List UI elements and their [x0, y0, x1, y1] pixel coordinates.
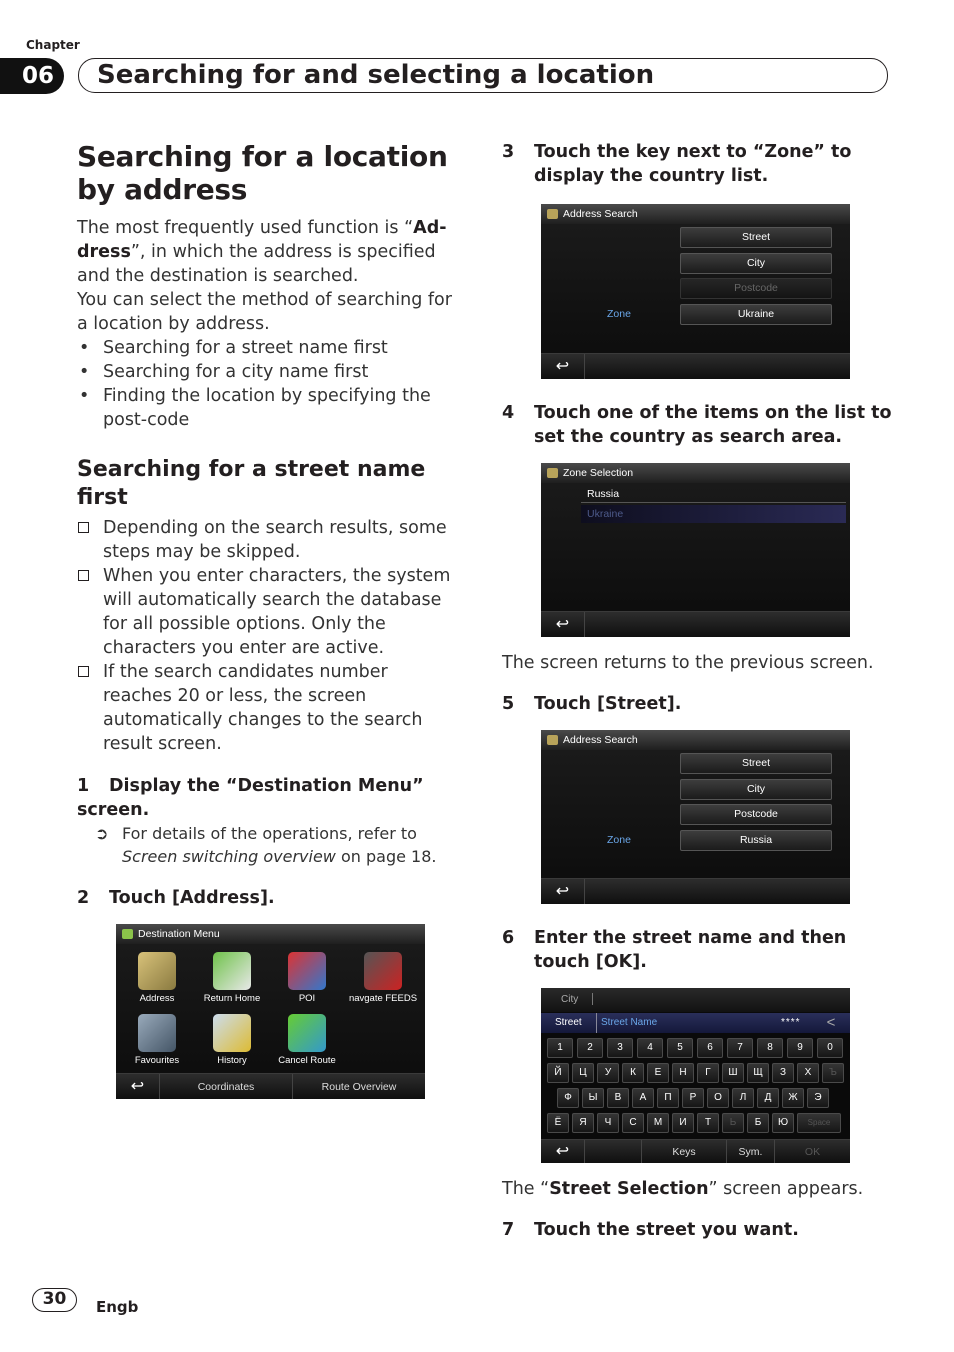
key[interactable]: Б	[747, 1113, 769, 1133]
menu-icon	[547, 735, 558, 745]
zone-list-item[interactable]: Ukraine	[581, 505, 846, 523]
key[interactable]: Х	[797, 1063, 819, 1083]
list-item: If the search candidates number reaches 20 or less, the screen automatically changes to the search result screen.	[77, 660, 462, 756]
key[interactable]: 8	[757, 1038, 783, 1058]
list-item: • Searching for a street name first	[77, 336, 462, 360]
screen-bottombar	[541, 1139, 850, 1163]
zone-list-item[interactable]: Russia	[581, 485, 846, 503]
key[interactable]: 9	[787, 1038, 813, 1058]
checkbox-icon	[78, 570, 89, 581]
street-selection-note: The “Street Selection” screen appears.	[502, 1179, 864, 1199]
key[interactable]: 1	[547, 1038, 573, 1058]
key[interactable]: 6	[697, 1038, 723, 1058]
key[interactable]: Й	[547, 1063, 569, 1083]
zone-button[interactable]: Ukraine	[680, 304, 832, 325]
back-button[interactable]: ↩	[541, 879, 585, 904]
screen-titlebar: Destination Menu	[116, 924, 425, 944]
screen-bottombar	[116, 1073, 425, 1099]
method-list	[77, 336, 462, 432]
postcode-button[interactable]: Postcode	[680, 804, 832, 825]
candidate-count: ****	[781, 1017, 801, 1028]
key[interactable]: Г	[697, 1063, 719, 1083]
feeds-item[interactable]: navgate FEEDS	[345, 952, 421, 1004]
destination-menu-screenshot	[116, 924, 425, 1099]
key[interactable]: Ь	[722, 1113, 744, 1133]
key[interactable]: Ш	[722, 1063, 744, 1083]
keys-button[interactable]: Keys	[641, 1140, 727, 1163]
menu-icon	[547, 468, 558, 478]
street-field[interactable]: Street Street Name **** <	[541, 1013, 850, 1033]
key[interactable]: 2	[577, 1038, 603, 1058]
key[interactable]: И	[672, 1113, 694, 1133]
back-button[interactable]: ↩	[541, 612, 585, 637]
address-item[interactable]: Address	[122, 952, 192, 1004]
city-button[interactable]: City	[680, 779, 832, 800]
page-number: 30	[32, 1288, 77, 1312]
postcode-button[interactable]: Postcode	[680, 278, 832, 299]
list-item: • Finding the location by specifying the post-code	[77, 384, 462, 432]
history-item[interactable]: History	[197, 1014, 267, 1066]
poi-item[interactable]: POI	[272, 952, 342, 1004]
key[interactable]: 3	[607, 1038, 633, 1058]
right-column	[502, 140, 902, 1242]
checkbox-icon	[78, 522, 89, 533]
chapter-title: Searching for and selecting a location	[78, 58, 888, 93]
key[interactable]: Ы	[582, 1088, 604, 1108]
step-5: 5 Touch [Street].	[502, 694, 682, 714]
key[interactable]: Ё	[547, 1113, 569, 1133]
key[interactable]: К	[622, 1063, 644, 1083]
key[interactable]: Л	[732, 1088, 754, 1108]
step-4: 4 Touch one of the items on the list to set the country as search area.	[502, 403, 892, 447]
key[interactable]: Д	[757, 1088, 779, 1108]
key[interactable]: У	[597, 1063, 619, 1083]
key[interactable]: М	[647, 1113, 669, 1133]
key[interactable]: Т	[697, 1113, 719, 1133]
history-icon	[213, 1014, 251, 1052]
key[interactable]: П	[657, 1088, 679, 1108]
zone-button[interactable]: Russia	[680, 830, 832, 851]
home-icon	[213, 952, 251, 990]
intro-paragraph-1: The most frequently used function is “Ad-dress”, in which the address is specified and the destination is searched.	[77, 218, 447, 286]
key[interactable]: З	[772, 1063, 794, 1083]
step-6: 6 Enter the street name and then touch [OK].	[502, 928, 847, 972]
list-item: When you enter characters, the system will automatically search the database for all possible options. Only the characters you enter are active.	[77, 564, 462, 660]
favourites-item[interactable]: Favourites	[122, 1014, 192, 1066]
key[interactable]: Э	[807, 1088, 829, 1108]
key[interactable]: Щ	[747, 1063, 769, 1083]
screen-titlebar: Address Search	[541, 204, 850, 224]
address-search-screenshot-2	[541, 730, 850, 904]
screen-bottombar	[541, 611, 850, 637]
back-button[interactable]: ↩	[541, 354, 585, 379]
key[interactable]: О	[707, 1088, 729, 1108]
address-search-screenshot-1	[541, 204, 850, 379]
poi-icon	[288, 952, 326, 990]
key[interactable]: Ж	[782, 1088, 804, 1108]
screen-bottombar	[541, 353, 850, 379]
step-1-note: ➲ For details of the operations, refer to Screen switching overview on page 18.	[95, 824, 437, 866]
key[interactable]: В	[607, 1088, 629, 1108]
backspace-key[interactable]: <	[826, 1014, 836, 1031]
chapter-label: Chapter	[26, 38, 80, 52]
cancel-route-item[interactable]: Cancel Route	[272, 1014, 342, 1066]
map-icon	[138, 952, 176, 990]
zone-selection-screenshot	[541, 463, 850, 637]
key[interactable]: Ф	[557, 1088, 579, 1108]
street-input[interactable]: Street Name	[596, 1013, 657, 1033]
key[interactable]: Р	[682, 1088, 704, 1108]
keyboard-row-3	[557, 1088, 829, 1108]
keyboard-row-4	[547, 1113, 841, 1133]
space-key[interactable]: Space	[797, 1113, 841, 1133]
street-button[interactable]: Street	[680, 753, 832, 774]
key[interactable]: Ъ	[822, 1063, 844, 1083]
key[interactable]: Я	[572, 1113, 594, 1133]
back-button[interactable]: ↩	[541, 1140, 585, 1163]
cancel-route-icon	[288, 1014, 326, 1052]
key[interactable]: 7	[727, 1038, 753, 1058]
language-code: Engb	[96, 1298, 139, 1316]
return-note: The screen returns to the previous screen.	[502, 653, 874, 673]
zone-label: Zone	[607, 834, 631, 846]
notes-list	[77, 516, 462, 756]
key[interactable]: Е	[647, 1063, 669, 1083]
checkbox-icon	[78, 666, 89, 677]
key[interactable]: Ц	[572, 1063, 594, 1083]
menu-icon	[122, 929, 133, 939]
coordinates-button[interactable]: Coordinates	[160, 1074, 293, 1099]
city-button[interactable]: City	[680, 253, 832, 274]
key[interactable]: Н	[672, 1063, 694, 1083]
list-item: Depending on the search results, some steps may be skipped.	[77, 516, 462, 564]
step-2: 2 Touch [Address].	[77, 888, 275, 908]
list-item: • Searching for a city name first	[77, 360, 462, 384]
back-button[interactable]: ↩	[116, 1074, 160, 1099]
keyboard-screenshot	[541, 988, 850, 1163]
zone-label: Zone	[607, 308, 631, 320]
city-field[interactable]: City	[541, 988, 850, 1012]
key[interactable]: С	[622, 1113, 644, 1133]
intro-paragraph-2: You can select the method of searching for a location by address.	[77, 290, 452, 334]
ok-button[interactable]: OK	[804, 1146, 821, 1158]
subsection-title: Searching for a street name first	[77, 457, 426, 510]
feeds-icon	[364, 952, 402, 990]
key[interactable]: 4	[637, 1038, 663, 1058]
return-home-item[interactable]: Return Home	[197, 952, 267, 1004]
key[interactable]: 5	[667, 1038, 693, 1058]
menu-icon	[547, 209, 558, 219]
key[interactable]: 0	[817, 1038, 843, 1058]
step-1: 1 Display the “Destination Menu” screen.	[77, 776, 424, 820]
section-title: Searching for a location by address	[77, 140, 448, 206]
step-3: 3 Touch the key next to “Zone” to display the country list.	[502, 142, 852, 186]
street-button[interactable]: Street	[680, 227, 832, 248]
keyboard-row-digits	[547, 1038, 843, 1058]
key[interactable]: А	[632, 1088, 654, 1108]
favourites-icon	[138, 1014, 176, 1052]
key[interactable]: Ч	[597, 1113, 619, 1133]
screen-bottombar	[541, 878, 850, 904]
symbols-button[interactable]: Sym.	[727, 1140, 775, 1163]
left-column	[77, 140, 462, 1099]
keyboard-row-2	[547, 1063, 844, 1083]
chapter-number: 06	[0, 58, 64, 94]
key[interactable]: Ю	[772, 1113, 794, 1133]
step-7: 7 Touch the street you want.	[502, 1220, 799, 1240]
route-overview-button[interactable]: Route Overview	[321, 1081, 397, 1093]
screen-titlebar: Zone Selection	[541, 463, 850, 483]
screen-titlebar: Address Search	[541, 730, 850, 750]
arrow-icon: ➲	[95, 824, 109, 843]
